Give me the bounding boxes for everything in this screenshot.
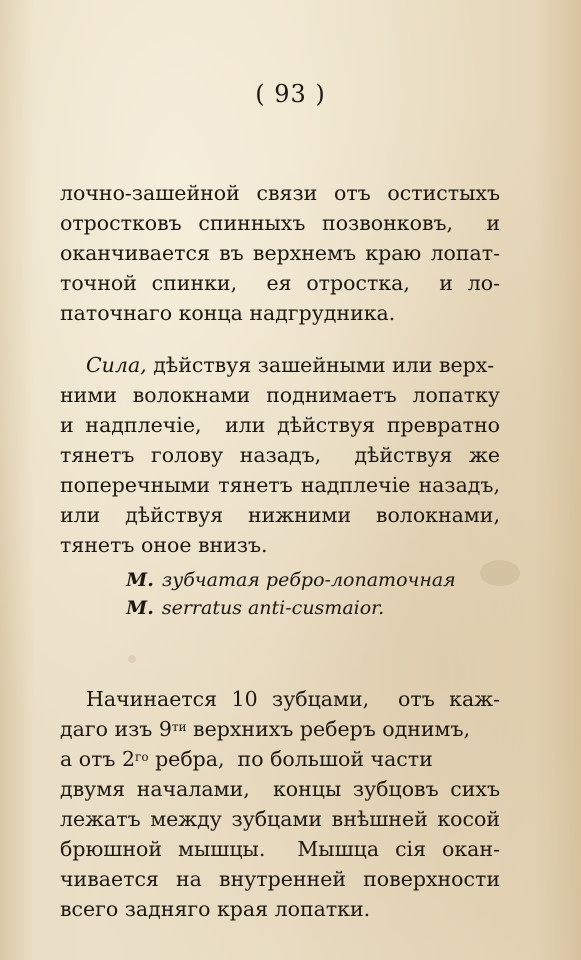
text-line-content: лежатъ между зубцами внѣшней косой — [60, 807, 500, 831]
page-number: ( 93 ) — [255, 80, 326, 108]
text-line-content: брюшной мышцы. Мышца сія окан- — [60, 837, 500, 861]
text-line-content: тянетъ голову назадъ, дѣйствуя же — [60, 443, 500, 467]
text-line-content: Начинается 10 зубцами, отъ каж- — [86, 687, 500, 711]
paper-stain — [480, 560, 520, 586]
text-line-content: всего задняго края лопатки. — [60, 897, 371, 921]
muscle-name-ru-text: зубчатая ребро-лопаточная — [161, 569, 456, 591]
text-line — [0, 290, 581, 377]
muscle-prefix: М. — [126, 597, 154, 619]
text-line-content: паточнаго конца надгрудника. — [60, 301, 396, 325]
text-span: даго изъ 9 — [60, 717, 172, 741]
text-span: а отъ 2 — [60, 747, 136, 771]
text-line-content: поперечными тянетъ надплечіе назадъ, — [60, 473, 500, 497]
text-line-content: тянетъ оное внизъ. — [60, 533, 268, 557]
text-line-content: ними волокнами поднимаетъ лопатку — [60, 383, 500, 407]
text-span: ребра, по большой части — [148, 747, 433, 771]
text-span: дѣйствуя зашейными или верх- — [146, 353, 495, 377]
text-line-content: двумя началами, концы зубцовъ сихъ — [60, 777, 500, 801]
text-line-content: и надплечіе, или дѣйствуя превратно — [60, 413, 500, 437]
text-line-content: точной спинки, ея отростка, и ло- — [60, 271, 500, 295]
text-line — [0, 624, 581, 711]
superscript: го — [135, 750, 149, 764]
text-line — [0, 118, 581, 205]
lead-word: Сила, — [86, 353, 147, 377]
superscript: ти — [171, 720, 187, 734]
text-line-content: лочно-зашейной связи отъ остистыхъ — [60, 181, 500, 205]
text-line-content: чивается на внутренней поверхности — [60, 867, 500, 891]
text-span: верхнихъ реберъ однимъ, — [186, 717, 471, 741]
text-line-content: или дѣйствуя нижними волокнами, — [60, 503, 500, 527]
muscle-prefix: М. — [126, 569, 154, 591]
text-line-content: отростковъ спинныхъ позвонковъ, и — [60, 211, 500, 235]
text-line-content: оканчивается въ верхнемъ краю лопат- — [60, 241, 500, 265]
muscle-name-lat-text: serratus anti-cusmaior. — [161, 597, 385, 619]
